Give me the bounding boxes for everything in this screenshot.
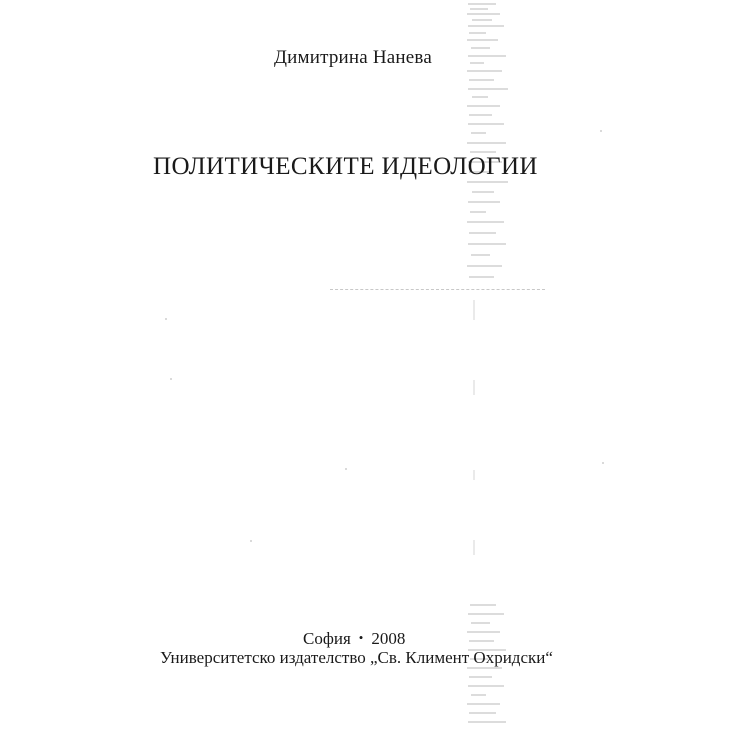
imprint-publisher: Университетско издателство „Св. Климент Охридски“ <box>160 648 553 667</box>
scan-speck <box>170 378 172 380</box>
scan-speck <box>345 468 347 470</box>
scan-speck <box>250 540 252 542</box>
book-title: ПОЛИТИЧЕСКИТЕ ИДЕОЛОГИИ <box>153 153 538 180</box>
scan-artifact-line <box>330 289 545 291</box>
imprint-city: София <box>303 629 351 648</box>
imprint-separator: • <box>358 630 364 645</box>
scan-binding-artifact <box>466 0 512 750</box>
scan-speck <box>602 462 604 464</box>
imprint-city-year <box>303 629 405 649</box>
imprint-year: 2008 <box>371 629 406 648</box>
author-name: Димитрина Нанева <box>274 47 432 68</box>
scan-speck <box>165 318 167 320</box>
scan-speck <box>600 130 602 132</box>
